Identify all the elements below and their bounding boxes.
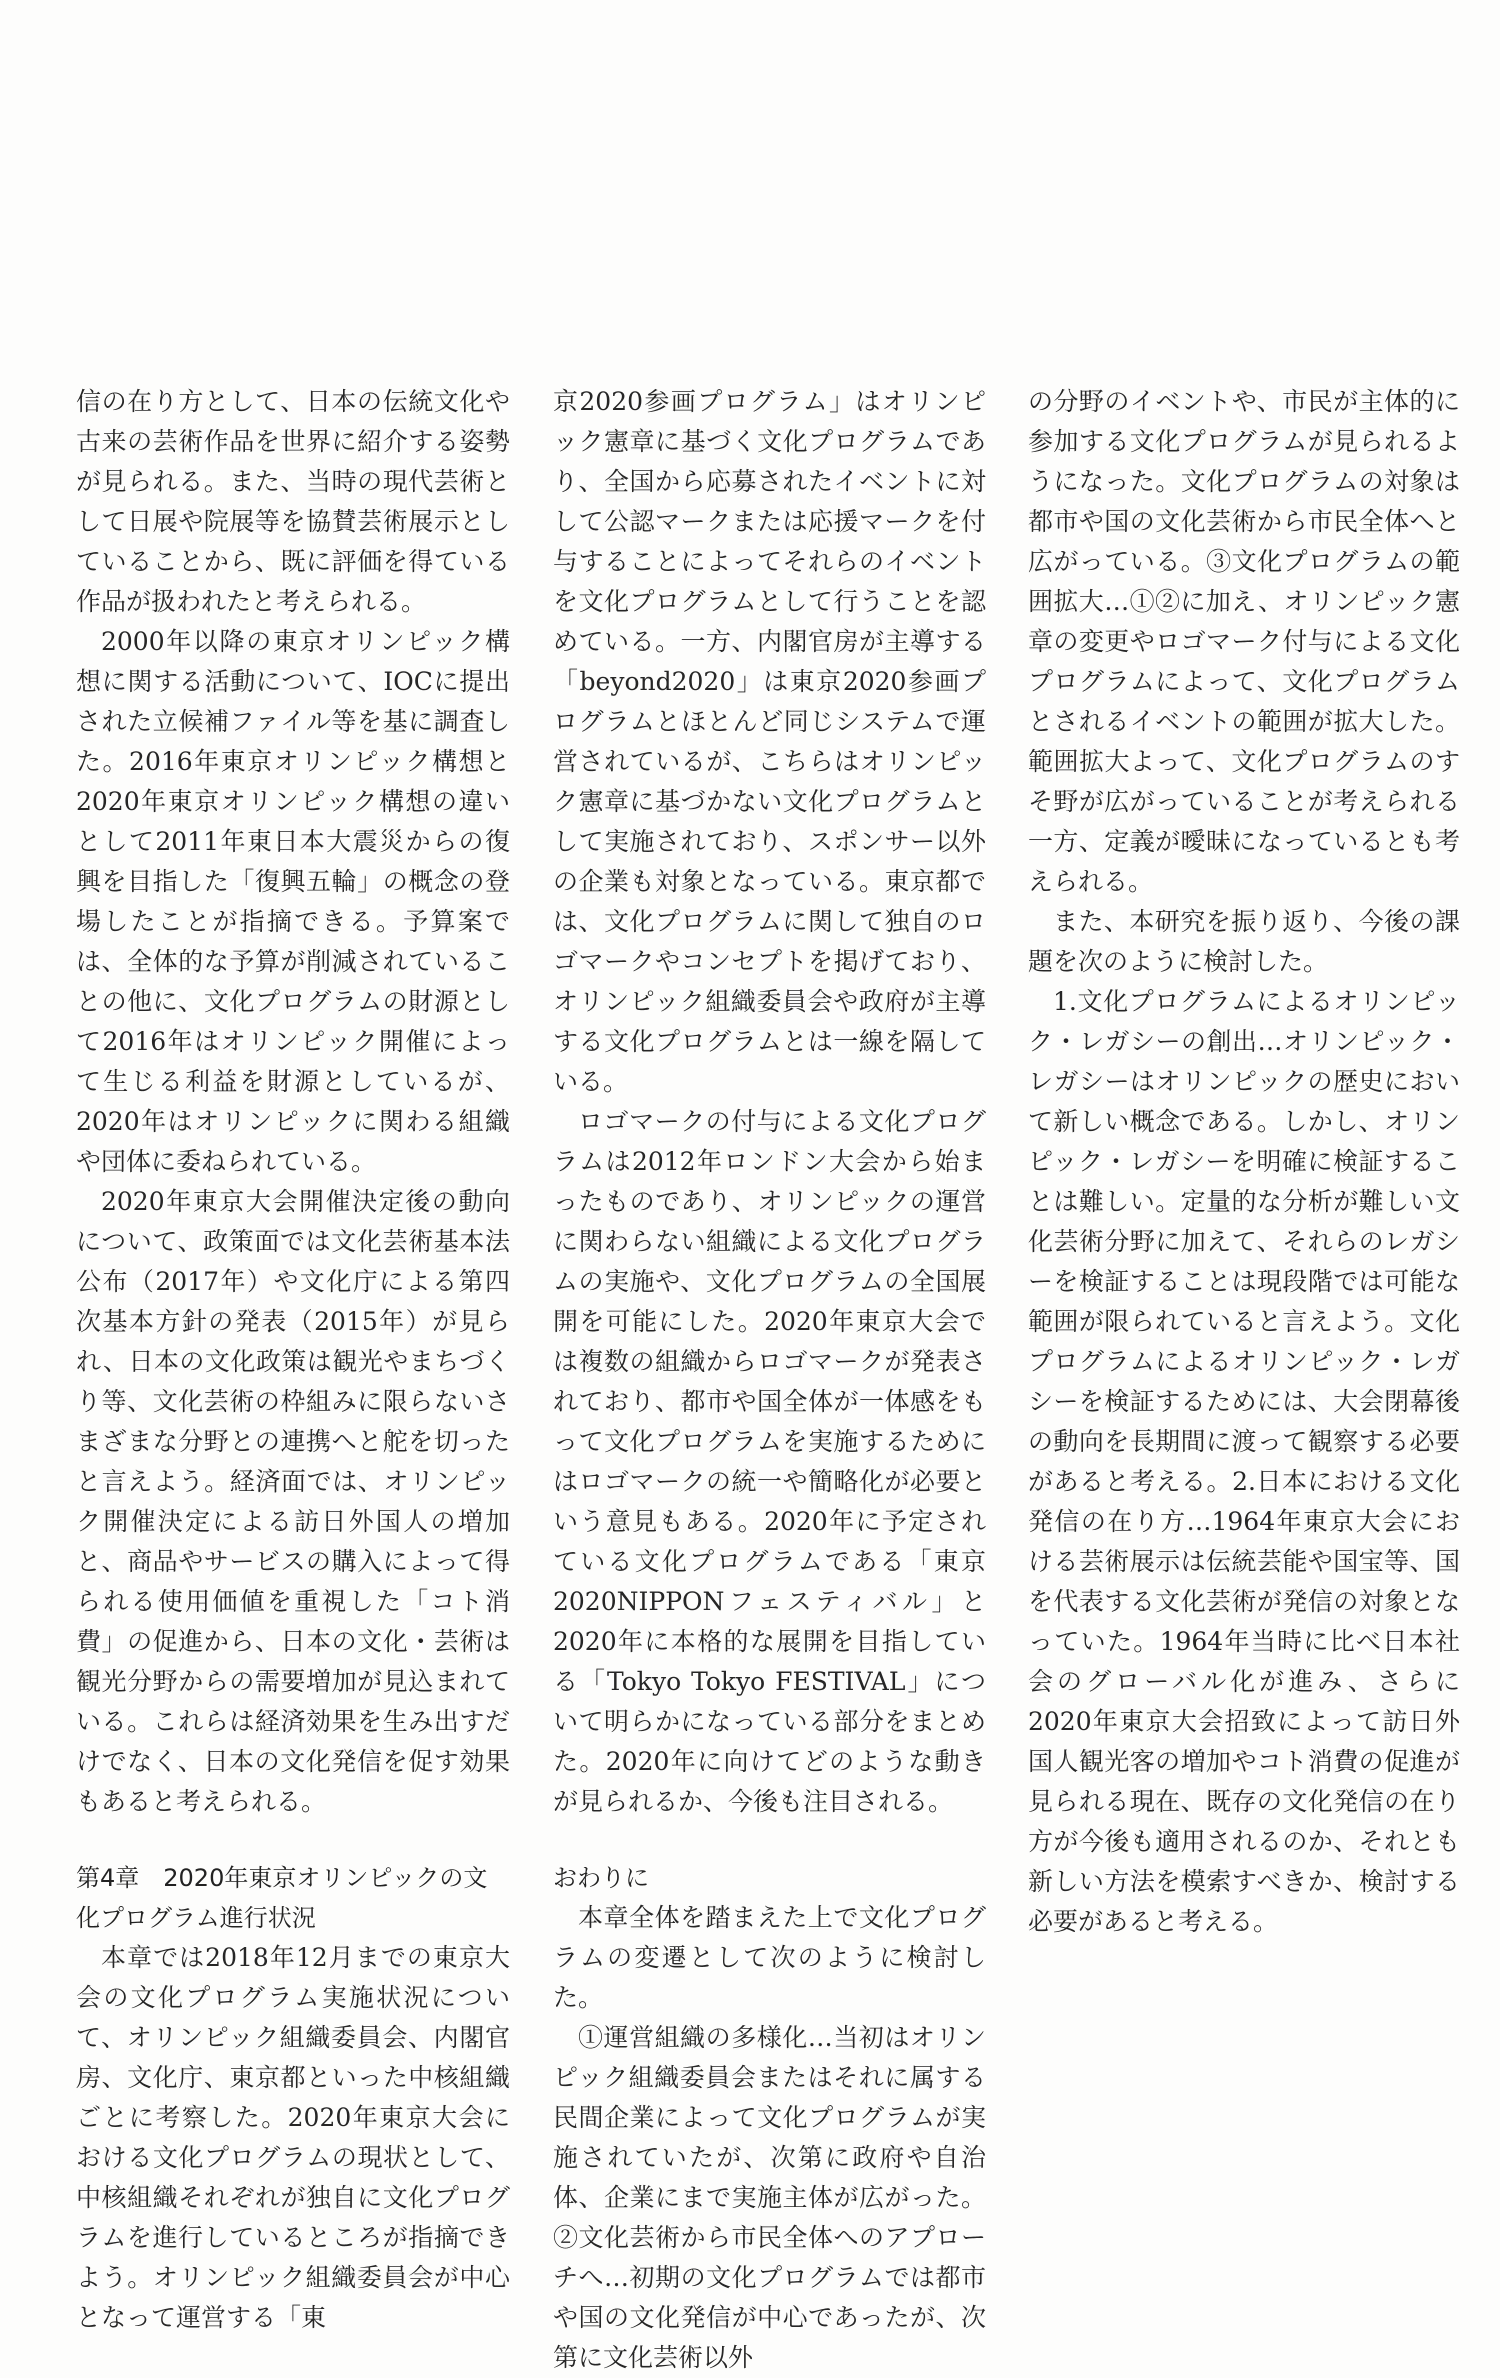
section-gap xyxy=(76,1822,510,1858)
paragraph: また、本研究を振り返り、今後の課題を次のように検討した。 xyxy=(1028,907,1460,976)
section-heading: おわりに xyxy=(553,1864,649,1892)
paragraph: の分野のイベントや、市民が主体的に参加する文化プログラムが見られるようになった。文化プログラムの対象は都市や国の文化芸術から市民全体へと広がっている。③文化プログラムの範囲拡大…①②に加え、オリンピック憲章の変更やロゴマーク付与による文化プログラムによって、文化プログラムとされるイベントの範囲が拡大した。範囲拡大よって、文化プログラムのすそ野が広がっていることが考えられる一方、定義が曖昧になっているとも考えられる。 xyxy=(1028,387,1460,896)
paragraph: 本章全体を踏まえた上で文化プログラムの変遷として次のように検討した。 xyxy=(553,1903,986,2012)
paragraph: ロゴマークの付与による文化プログラムは2012年ロンドン大会から始まったものであり、オリンピックの運営に関わらない組織による文化プログラムの実施や、文化プログラムの全国展開を可能にした。2020年東京大会では複数の組織からロゴマークが発表されており、都市や国全体が一体感をもって文化プログラムを実施するためにはロゴマークの統一や簡略化が必要という意見もある。2020年に予定されている文化プログラムである「東京2020NIPPONフェスティバル」と2020年に本格的な展開を目指している「Tokyo Tokyo FESTIVAL」について明らかになっている部分をまとめた。2020年に向けてどのような動きが見られるか、今後も注目される。 xyxy=(553,1107,986,1816)
column-left xyxy=(76,382,510,2338)
column-middle xyxy=(553,382,986,2378)
paragraph: 2000年以降の東京オリンピック構想に関する活動について、IOCに提出された立候補ファイル等を基に調査した。2016年東京オリンピック構想と2020年東京オリンピック構想の違いとして2011年東日本大震災からの復興を目指した「復興五輪」の概念の登場したことが指摘できる。予算案では、全体的な予算が削減されていることの他に、文化プログラムの財源として2016年はオリンピック開催によって生じる利益を財源としているが、2020年はオリンピックに関わる組織や団体に委ねられている。 xyxy=(76,627,510,1176)
section-gap xyxy=(553,1822,986,1858)
paragraph: ①運営組織の多様化…当初はオリンピック組織委員会またはそれに属する民間企業によって文化プログラムが実施されていたが、次第に政府や自治体、企業にまで実施主体が広がった。②文化芸術から市民全体へのアプローチへ…初期の文化プログラムでは都市や国の文化発信が中心であったが、次第に文化芸術以外 xyxy=(553,2023,986,2372)
paragraph: 2020年東京大会開催決定後の動向について、政策面では文化芸術基本法公布（2017年）や文化庁による第四次基本方針の発表（2015年）が見られ、日本の文化政策は観光やまちづくり等、文化芸術の枠組みに限らないさまざまな分野との連携へと舵を切ったと言えよう。経済面では、オリンピック開催決定による訪日外国人の増加と、商品やサービスの購入によって得られる使用価値を重視した「コト消費」の促進から、日本の文化・芸術は観光分野からの需要増加が見込まれている。これらは経済効果を生み出すだけでなく、日本の文化発信を促す効果もあると考えられる。 xyxy=(76,1187,510,1816)
paragraph: 1.文化プログラムによるオリンピック・レガシーの創出…オリンピック・レガシーはオリンピックの歴史において新しい概念である。しかし、オリンピック・レガシーを明確に検証することは難しい。定量的な分析が難しい文化芸術分野に加えて、それらのレガシーを検証することは現段階では可能な範囲が限られていると言えよう。文化プログラムによるオリンピック・レガシーを検証するためには、大会閉幕後の動向を長期間に渡って観察する必要があると考える。2.日本における文化発信の在り方…1964年東京大会における芸術展示は伝統芸能や国宝等、国を代表する文化芸術が発信の対象となっていた。1964年当時に比べ日本社会のグローバル化が進み、さらに2020年東京大会招致によって訪日外国人観光客の増加やコト消費の促進が見られる現在、既存の文化発信の在り方が今後も適用されるのか、それとも新しい方法を模索すべきか、検討する必要があると考える。 xyxy=(1028,987,1460,1936)
column-right xyxy=(1028,382,1460,1942)
paragraph: 本章では2018年12月までの東京大会の文化プログラム実施状況について、オリンピック組織委員会、内閣官房、文化庁、東京都といった中核組織ごとに考察した。2020年東京大会における文化プログラムの現状として、中核組織それぞれが独自に文化プログラムを進行しているところが指摘できよう。オリンピック組織委員会が中心となって運営する「東 xyxy=(76,1943,510,2332)
paragraph: 京2020参画プログラム」はオリンピック憲章に基づく文化プログラムであり、全国から応募されたイベントに対して公認マークまたは応援マークを付与することによってそれらのイベントを文化プログラムとして行うことを認めている。一方、内閣官房が主導する「beyond2020」は東京2020参画プログラムとほとんど同じシステムで運営されているが、こちらはオリンピック憲章に基づかない文化プログラムとして実施されており、スポンサー以外の企業も対象となっている。東京都では、文化プログラムに関して独自のロゴマークやコンセプトを掲げており、オリンピック組織委員会や政府が主導する文化プログラムとは一線を隔している。 xyxy=(553,387,986,1096)
paragraph: 信の在り方として、日本の伝統文化や古来の芸術作品を世界に紹介する姿勢が見られる。また、当時の現代芸術として日展や院展等を協賛芸術展示としていることから、既に評価を得ている作品が扱われたと考えられる。 xyxy=(76,387,510,616)
chapter-heading: 第4章 2020年東京オリンピックの文化プログラム進行状況 xyxy=(76,1864,488,1932)
